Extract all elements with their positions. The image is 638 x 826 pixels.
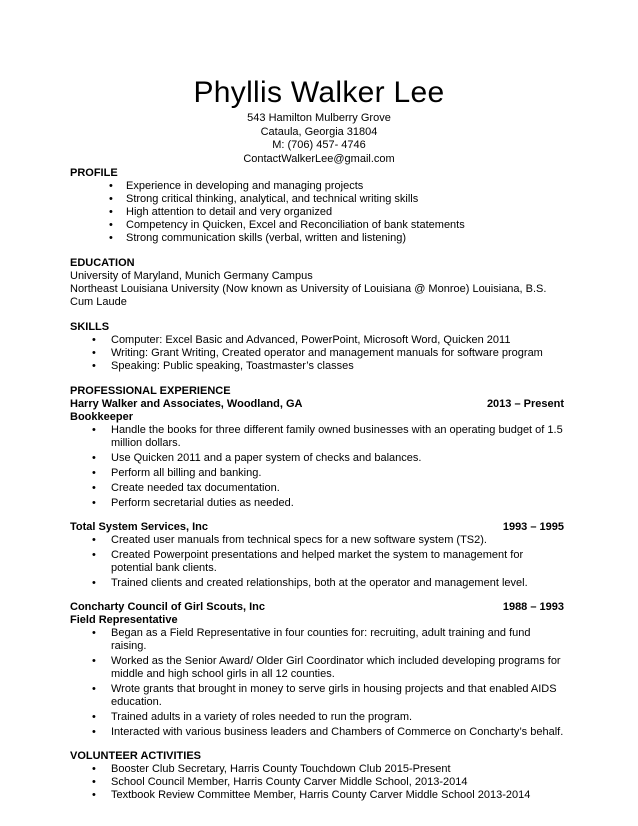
employer-name: Total System Services, Inc [70, 521, 208, 533]
volunteer-list [70, 763, 564, 802]
profile-list [70, 180, 564, 245]
candidate-name: Phyllis Walker Lee [193, 76, 445, 109]
job-header [70, 521, 564, 534]
job-entry [70, 601, 564, 739]
list-item: • Interacted with various business leaders and Chambers of Commerce on Concharty’s behalf. [70, 726, 564, 739]
list-item: • Use Quicken 2011 and a paper system of checks and balances. [70, 452, 564, 465]
job-duties-list [70, 534, 564, 590]
list-item: • Created user manuals from technical specs for a new software system (TS2). [70, 534, 564, 547]
list-item: • Competency in Quicken, Excel and Reconciliation of bank statements [70, 219, 564, 232]
skills-heading: SKILLS [70, 321, 110, 333]
volunteer-section [70, 750, 564, 802]
list-item: • School Council Member, Harris County Carver Middle School, 2013-2014 [70, 776, 564, 789]
profile-heading: PROFILE [70, 167, 118, 179]
email-address: ContactWalkerLee@gmail.com [243, 152, 395, 165]
job-entry [70, 398, 564, 510]
list-item: • Handle the books for three different family owned businesses with an operating budget of 1.5 million dollars. [70, 424, 564, 450]
list-item: • Writing: Grant Writing, Created operator and management manuals for software program [70, 347, 564, 360]
education-entry: Northeast Louisiana University (Now known as University of Louisiana @ Monroe) Louisiana, B.S. Cum Laude [70, 283, 547, 308]
experience-heading: PROFESSIONAL EXPERIENCE [70, 385, 231, 397]
job-entry [70, 521, 564, 590]
resume-body [70, 167, 564, 814]
job-role: Field Representative [70, 614, 178, 626]
employer-name: Concharty Council of Girl Scouts, Inc [70, 601, 265, 613]
list-item: • Trained clients and created relationships, both at the operator and management level. [70, 577, 564, 590]
job-dates: 2013 – Present [486, 398, 564, 410]
employer-name: Harry Walker and Associates, Woodland, GA [70, 398, 303, 410]
address-line-2: Cataula, Georgia 31804 [260, 125, 378, 138]
list-item: • Experience in developing and managing projects [70, 180, 564, 193]
list-item: • Computer: Excel Basic and Advanced, PowerPoint, Microsoft Word, Quicken 2011 [70, 334, 564, 347]
experience-section [70, 385, 564, 739]
skills-section [70, 321, 564, 373]
resume-header [0, 74, 638, 166]
job-role: Bookkeeper [70, 411, 133, 423]
list-item: • Began as a Field Representative in four counties for: recruiting, adult training and fund raising. [70, 627, 564, 653]
list-item: • Create needed tax documentation. [70, 482, 564, 495]
job-dates: 1988 – 1993 [502, 601, 564, 613]
list-item: • Wrote grants that brought in money to serve girls in housing projects and that enabled AIDS education. [70, 683, 564, 709]
list-item: • Created Powerpoint presentations and helped market the system to management for potential bank clients. [70, 549, 564, 575]
list-item: • Strong communication skills (verbal, written and listening) [70, 232, 564, 245]
education-heading: EDUCATION [70, 257, 135, 269]
job-dates: 1993 – 1995 [502, 521, 564, 533]
list-item: • Speaking: Public speaking, Toastmaster’s classes [70, 360, 564, 373]
education-section [70, 257, 564, 309]
volunteer-heading: VOLUNTEER ACTIVITIES [70, 750, 201, 762]
list-item: • Perform all billing and banking. [70, 467, 564, 480]
job-header [70, 601, 564, 614]
job-duties-list [70, 627, 564, 739]
list-item: • Worked as the Senior Award/ Older Girl Coordinator which included developing programs for middle and high school girls in all 12 counties. [70, 655, 564, 681]
phone-number: M: (706) 457- 4746 [272, 139, 366, 151]
address-line-1: 543 Hamilton Mulberry Grove [247, 112, 391, 124]
list-item: • Perform secretarial duties as needed. [70, 497, 564, 510]
list-item: • High attention to detail and very organized [70, 206, 564, 219]
job-header [70, 398, 564, 411]
skills-list [70, 334, 564, 373]
job-duties-list [70, 424, 564, 510]
profile-section [70, 167, 564, 245]
list-item: • Trained adults in a variety of roles needed to run the program. [70, 711, 564, 724]
education-entry: University of Maryland, Munich Germany Campus [70, 270, 313, 282]
list-item: • Booster Club Secretary, Harris County Touchdown Club 2015-Present [70, 763, 564, 776]
list-item: • Strong critical thinking, analytical, and technical writing skills [70, 193, 564, 206]
list-item: • Textbook Review Committee Member, Harris County Carver Middle School 2013-2014 [70, 789, 564, 802]
